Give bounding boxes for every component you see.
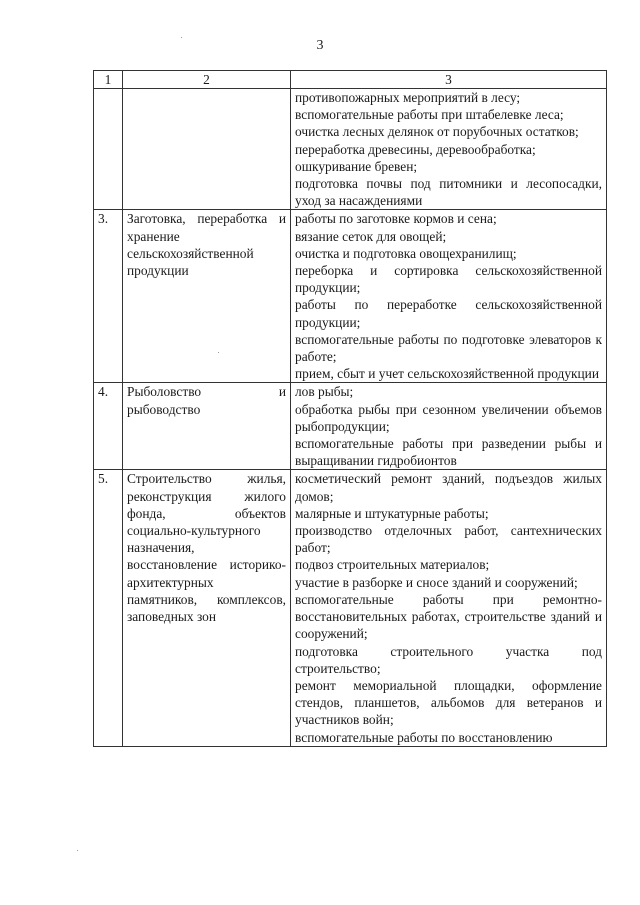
row-number: 3.	[94, 210, 123, 383]
table-row	[94, 210, 607, 383]
row-number: 4.	[94, 383, 123, 470]
work-item: работы по заготовке кормов и сена;	[295, 211, 497, 227]
scan-speck	[77, 850, 78, 851]
work-item: ремонт мемориальной площадки, оформление стендов, планшетов, альбомов для ветеранов и участников войн;	[295, 677, 602, 728]
table-row	[94, 89, 607, 210]
scan-speck	[181, 37, 182, 38]
work-item: вспомогательные работы по восстановлению	[295, 729, 553, 745]
activity-name	[123, 89, 291, 210]
works-cell	[291, 470, 607, 746]
row-number	[94, 89, 123, 210]
work-item: обработка рыбы при сезонном увеличении объемов рыбопродукции;	[295, 401, 602, 434]
work-item: участие в разборке и сносе зданий и сооружений;	[295, 574, 578, 590]
work-item: вспомогательные работы при штабелевке леса;	[295, 107, 564, 123]
work-item: вязание сеток для овощей;	[295, 228, 447, 244]
work-item: косметический ремонт зданий, подъездов жилых домов;	[295, 471, 602, 504]
row-number: 5.	[94, 470, 123, 746]
work-item: вспомогательные работы при разведении рыбы и выращивании гидробионтов	[295, 436, 602, 469]
activity-name	[123, 210, 291, 383]
works-cell	[291, 210, 607, 383]
works-table	[93, 70, 607, 747]
column-header-works: 3	[291, 71, 607, 89]
work-item: противопожарных мероприятий в лесу;	[295, 90, 521, 105]
activity-name-text: Строительство жилья, реконструкция жилого фонда, объектов социально-культурного назначения, восстановление историко-архитектурных памятников, комплексов, заповедных зон	[127, 471, 286, 625]
activity-name-text: Рыболовство и рыбоводство	[127, 384, 286, 417]
work-item: лов рыбы;	[295, 384, 354, 400]
work-item: переработка древесины, деревообработка;	[295, 141, 536, 157]
column-header-number: 1	[94, 71, 123, 89]
work-item: очистка лесных делянок от порубочных остатков;	[295, 124, 579, 140]
work-item: производство отделочных работ, сантехнических работ;	[295, 523, 602, 556]
work-item: малярные и штукатурные работы;	[295, 505, 489, 521]
table-row	[94, 470, 607, 746]
work-item: подготовка почвы под питомники и лесопосадки, уход за насаждениями	[295, 176, 602, 209]
table-row	[94, 383, 607, 470]
work-item: вспомогательные работы по подготовке элеваторов к работе;	[295, 331, 602, 365]
activity-name	[123, 383, 291, 470]
work-item: прием, сбыт и учет сельскохозяйственной продукции	[295, 366, 600, 382]
page-number: 3	[316, 38, 324, 53]
work-item: работы по переработке сельскохозяйственной продукции;	[295, 297, 602, 330]
work-item: очистка и подготовка овощехранилищ;	[295, 245, 517, 261]
work-item: вспомогательные работы при ремонтно-восстановительных работах, строительстве зданий и сооружений;	[295, 591, 602, 642]
table-header-row	[94, 71, 607, 89]
works-cell	[291, 383, 607, 470]
activity-name-text: Заготовка, переработка и хранение сельскохозяйственной продукции	[127, 211, 286, 279]
activity-name	[123, 470, 291, 746]
scan-speck	[218, 352, 219, 353]
work-item: переборка и сортировка сельскохозяйственной продукции;	[295, 263, 602, 296]
work-item: ошкуривание бревен;	[295, 158, 418, 174]
work-item: подготовка строительного участка под строительство;	[295, 643, 602, 676]
works-cell	[291, 89, 607, 210]
work-item: подвоз строительных материалов;	[295, 557, 490, 573]
column-header-activity: 2	[123, 71, 291, 89]
